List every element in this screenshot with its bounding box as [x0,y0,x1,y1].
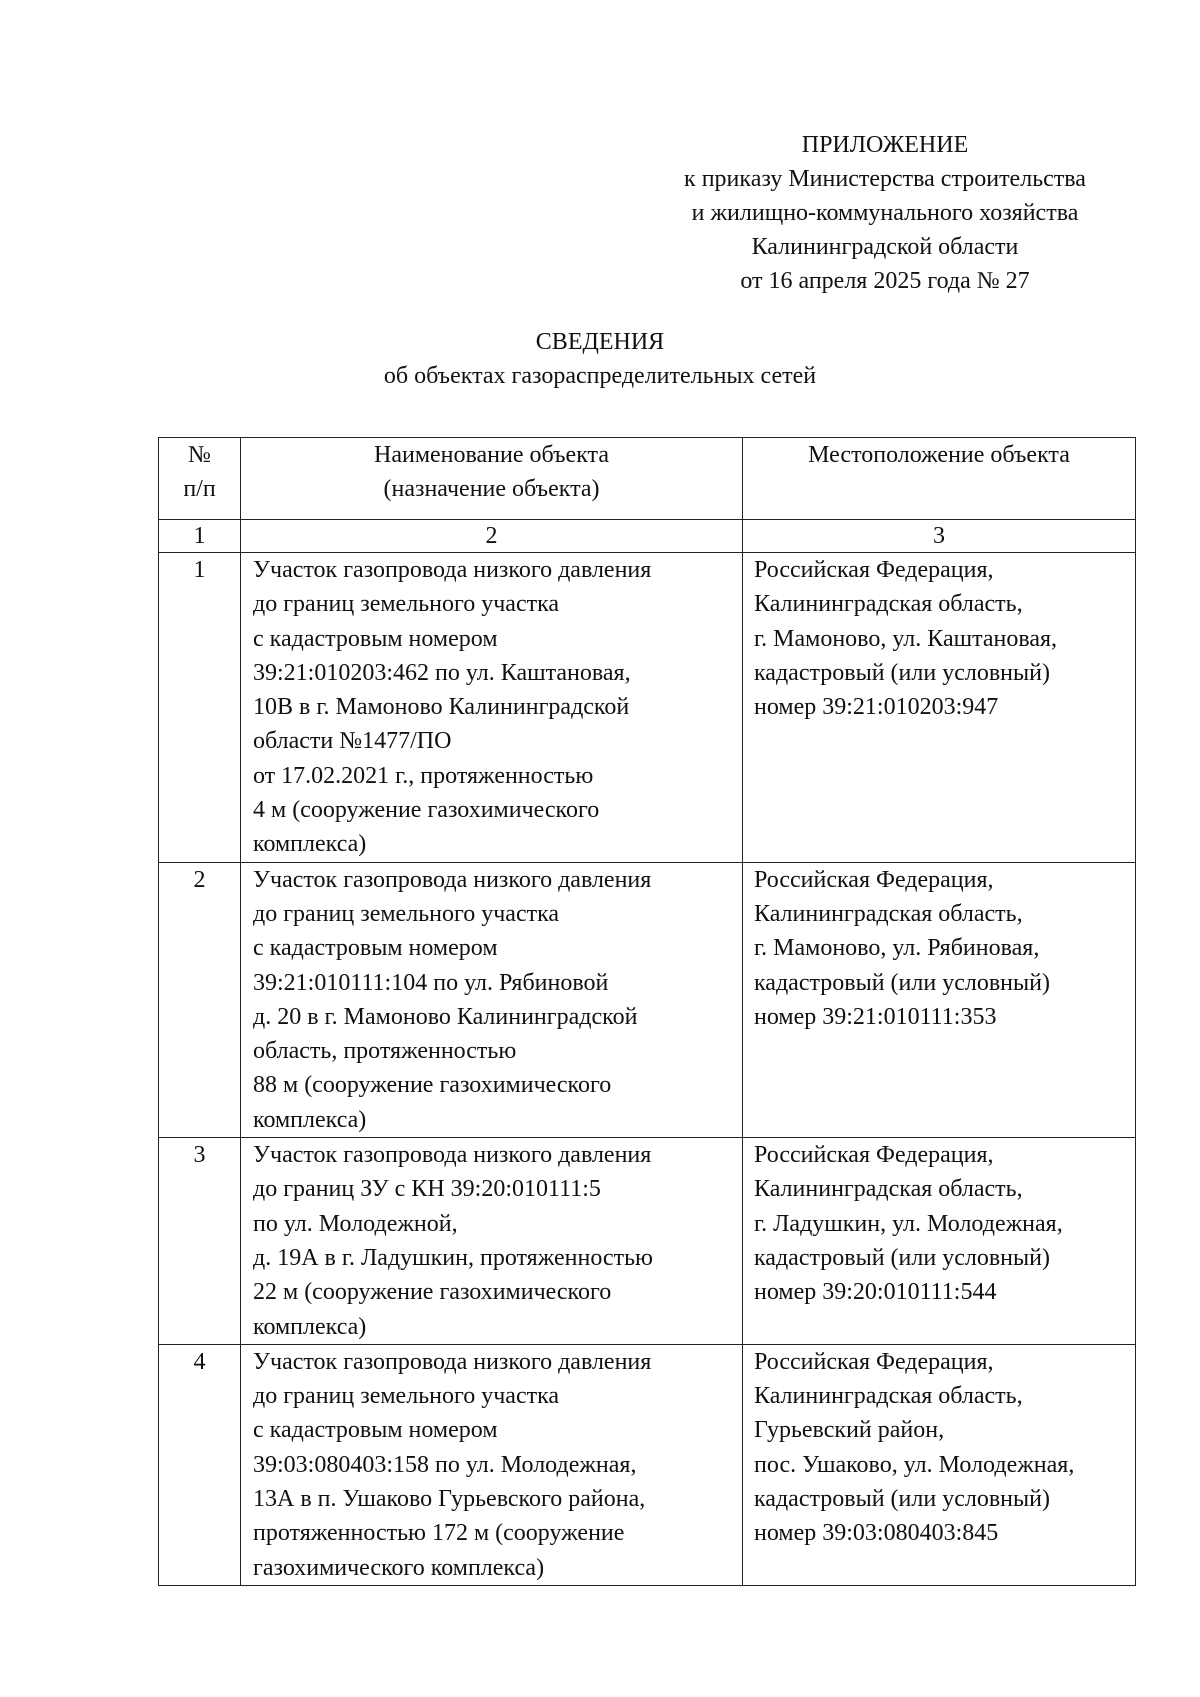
document-subtitle: об объектах газораспределительных сетей [383,363,817,389]
object-name-line: до границ земельного участка [253,591,560,618]
object-location-cell [743,1138,1136,1345]
table-row [159,1344,1136,1585]
object-location-line: Калининградская область, [754,591,1023,618]
object-location-line: Гурьевский район, [754,1417,945,1444]
header-name-line: (назначение объекта) [383,476,600,503]
object-location-line: кадастровый (или условный) [754,659,1050,686]
object-location-cell [743,862,1136,1137]
column-number: 3 [743,520,1136,553]
object-location-line: номер 39:20:010111:544 [754,1279,997,1306]
appendix-line: и жилищно-коммунального хозяйства [691,200,1079,226]
object-location-line: г. Мамоново, ул. Каштановая, [754,625,1058,652]
table-body [159,553,1136,1586]
document-title: СВЕДЕНИЯ [535,329,665,355]
object-location-line: кадастровый (или условный) [754,1244,1050,1271]
object-name-line: комплекса) [253,1106,367,1133]
object-location-line: номер 39:21:010111:353 [754,1003,997,1030]
object-name-line: комплекса) [253,1313,367,1340]
row-number: 2 [159,862,241,1137]
column-number: 2 [241,520,743,553]
object-name-line: 10В в г. Мамоново Калининградской [253,694,630,721]
object-name-line: Участок газопровода низкого давления [253,866,652,893]
header-location [743,438,1136,520]
row-number: 3 [159,1138,241,1345]
object-location-line: Российская Федерация, [754,1142,994,1169]
object-name-cell [241,1344,743,1585]
header-num-line: № [188,442,211,468]
object-location-line: Российская Федерация, [754,557,994,583]
object-location-line: номер 39:03:080403:845 [754,1520,999,1547]
header-name-line: Наименование объекта [374,442,609,468]
appendix-line: Калининградской области [751,234,1019,260]
object-name-line: д. 19А в г. Ладушкин, протяженностью [253,1244,653,1271]
object-location-line: Российская Федерация, [754,1348,994,1375]
appendix-line: от 16 апреля 2025 года № 27 [740,268,1030,294]
object-name-line: 88 м (сооружение газохимического [253,1072,612,1099]
object-name-line: д. 20 в г. Мамоново Калининградской [253,1003,638,1030]
table-row [159,553,1136,863]
object-location-line: кадастровый (или условный) [754,969,1050,996]
object-name-line: Участок газопровода низкого давления [253,557,652,583]
object-name-line: 39:03:080403:158 по ул. Молодежная, [253,1451,637,1478]
column-number-row [159,520,1136,553]
appendix-line: к приказу Министерства строительства [684,166,1086,192]
row-number: 1 [159,553,241,863]
row-number: 4 [159,1344,241,1585]
object-name-line: область, протяженностью [253,1038,517,1065]
header-num [159,438,241,520]
header-location-line: Местоположение объекта [808,442,1070,468]
object-location-line: г. Ладушкин, ул. Молодежная, [754,1210,1063,1237]
appendix-line: ПРИЛОЖЕНИЕ [801,132,969,158]
object-location-line: Российская Федерация, [754,866,994,893]
object-location-line: г. Мамоново, ул. Рябиновая, [754,935,1040,962]
object-location-cell [743,1344,1136,1585]
header-num-line: п/п [183,476,216,502]
object-name-line: с кадастровым номером [253,625,498,652]
column-number: 1 [159,520,241,553]
object-location-line: кадастровый (или условный) [754,1486,1050,1513]
object-location-line: Калининградская область, [754,1176,1023,1203]
object-name-line: по ул. Молодежной, [253,1210,458,1237]
object-name-line: газохимического комплекса) [253,1554,545,1581]
object-location-cell [743,553,1136,863]
object-location-line: номер 39:21:010203:947 [754,694,999,721]
header-name [241,438,743,520]
appendix-block [635,128,1135,298]
object-name-line: до границ земельного участка [253,900,560,927]
table-row [159,1138,1136,1345]
object-location-line: Калининградская область, [754,1383,1023,1410]
table-header-row [159,438,1136,520]
objects-table [158,437,1136,1586]
object-name-line: до границ земельного участка [253,1383,560,1410]
object-name-line: от 17.02.2021 г., протяженностью [253,762,594,789]
object-name-line: Участок газопровода низкого давления [253,1142,652,1169]
table-row [159,862,1136,1137]
document-heading [300,325,900,393]
object-location-line: пос. Ушаково, ул. Молодежная, [754,1451,1075,1478]
object-name-line: с кадастровым номером [253,935,498,962]
object-name-line: комплекса) [253,831,367,858]
object-name-line: до границ ЗУ с КН 39:20:010111:5 [253,1176,601,1203]
object-location-line: Калининградская область, [754,900,1023,927]
object-name-line: 22 м (сооружение газохимического [253,1279,612,1306]
object-name-cell [241,1138,743,1345]
object-name-cell [241,553,743,863]
object-name-line: области №1477/ПО [253,728,452,755]
object-name-line: 13А в п. Ушаково Гурьевского района, [253,1486,646,1513]
object-name-line: 4 м (сооружение газохимического [253,797,600,824]
object-name-line: с кадастровым номером [253,1417,498,1444]
object-name-line: 39:21:010111:104 по ул. Рябиновой [253,969,609,996]
object-name-line: 39:21:010203:462 по ул. Каштановая, [253,659,631,686]
object-name-line: протяженностью 172 м (сооружение [253,1520,625,1547]
object-name-line: Участок газопровода низкого давления [253,1348,652,1375]
object-name-cell [241,862,743,1137]
